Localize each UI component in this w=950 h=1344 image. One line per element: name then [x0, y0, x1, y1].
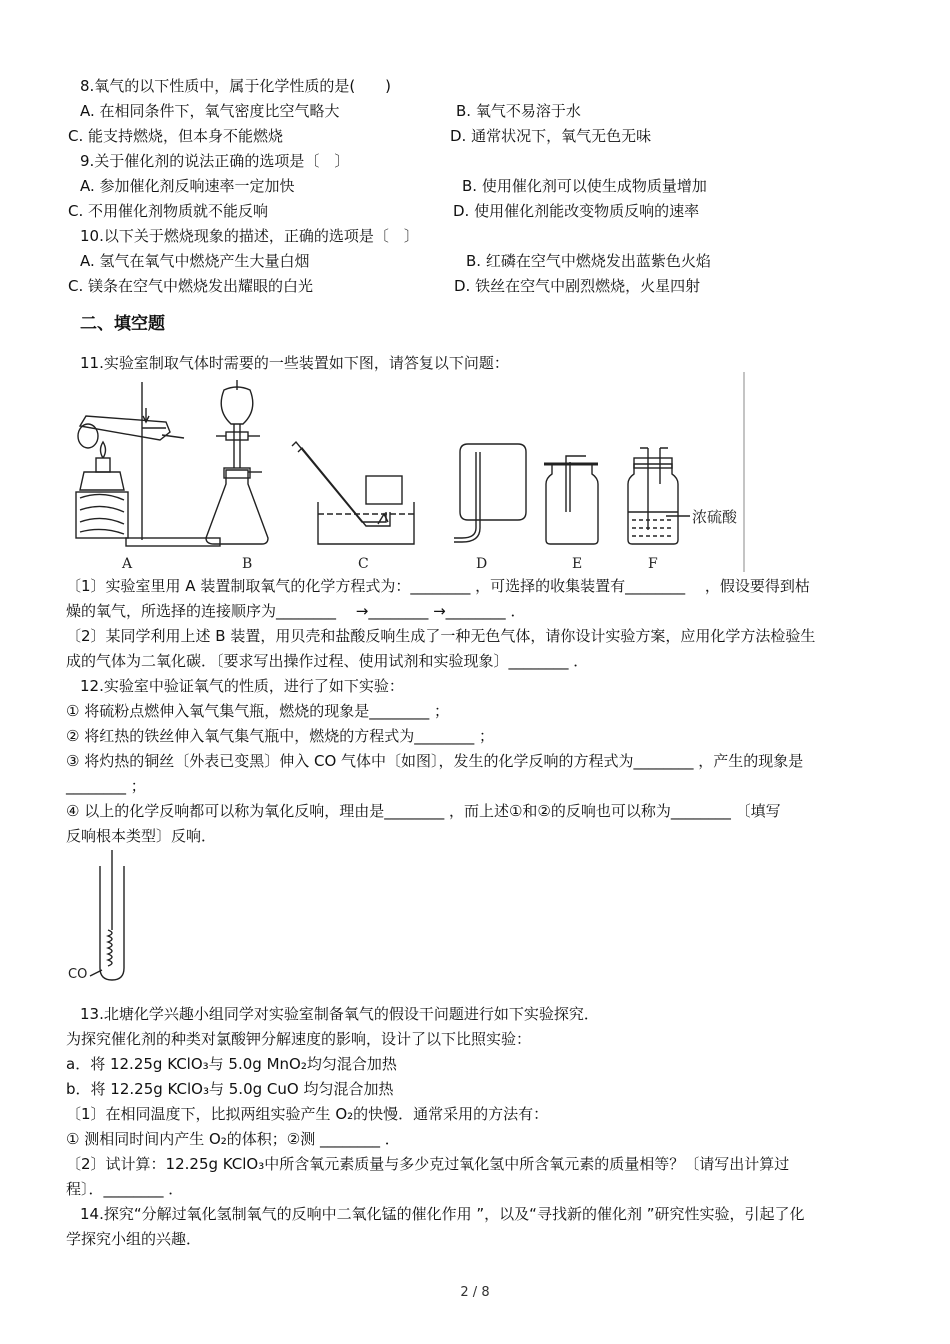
q10-option-a: A. 氢气在氧气中燃烧产生大量白烟: [80, 252, 310, 270]
figure-label-f: F: [648, 556, 658, 572]
page-number: 2 / 8: [460, 1285, 490, 1300]
q8-option-a: A. 在相同条件下，氧气密度比空气略大: [80, 102, 340, 120]
q13-part1-items: ① 测相同时间内产生 O₂的体积；②测 ________ ．: [66, 1130, 400, 1148]
q9-stem: 9.关于催化剂的说法正确的选项是〔 〕: [80, 152, 350, 170]
q9-option-d: D. 使用催化剂能改变物质反响的速率: [453, 202, 700, 220]
q10-option-c: C. 镁条在空气中燃烧发出耀眼的白光: [68, 277, 314, 295]
q10-stem: 10.以下关于燃烧现象的描述，正确的选项是〔 〕: [80, 227, 419, 245]
apparatus-f-icon: [628, 448, 690, 544]
q10-option-d: D. 铁丝在空气中剧烈燃烧，火星四射: [454, 277, 701, 295]
q8-option-d: D. 通常状况下，氧气无色无味: [450, 127, 652, 145]
q13-experiment-b: b．将 12.25g KClO₃与 5.0g CuO 均匀混合加热: [66, 1080, 394, 1098]
apparatus-c-icon: [292, 442, 414, 544]
apparatus-a-icon: [76, 382, 220, 546]
q12-item-4-line1: ④ 以上的化学反响都可以称为氧化反响，理由是________ ，而上述①和②的反响也可以称为________ 〔填写: [66, 802, 781, 820]
q11-part1-line2: 燥的氧气，所选择的连接顺序为________ →________ →________ ．: [66, 602, 526, 620]
apparatus-b-icon: [206, 380, 268, 544]
apparatus-figure: [66, 372, 750, 572]
q10-option-b: B. 红磷在空气中燃烧发出蓝紫色火焰: [466, 252, 711, 270]
q14-line2: 学探究小组的兴趣．: [66, 1230, 202, 1248]
figure-label-b: B: [242, 556, 253, 572]
figure-label-c: C: [358, 556, 369, 572]
q13-stem: 13.北塘化学兴趣小组同学对实验室制备氧气的假设干问题进行如下实验探究．: [80, 1005, 599, 1023]
co-label: CO: [68, 967, 88, 982]
section-title: 二、填空题: [80, 314, 165, 334]
figure-label-e: E: [572, 556, 583, 572]
q9-option-a: A. 参加催化剂反响速率一定加快: [80, 177, 295, 195]
q8-stem: 8.氧气的以下性质中，属于化学性质的是( ): [80, 77, 392, 95]
q12-item-1: ① 将硫粉点燃伸入氧气集气瓶，燃烧的现象是________ ；: [66, 702, 449, 720]
q13-part2-line1: 〔2〕试计算：12.25g KClO₃中所含氧元素质量与多少克过氧化氢中所含氧元素的质量相等？〔请写出计算过: [66, 1155, 790, 1173]
q11-part2-line1: 〔2〕某同学利用上述 B 装置，用贝壳和盐酸反响生成了一种无色气体，请你设计实验方案，应用化学方法检验生: [66, 627, 816, 645]
q9-option-c: C. 不用催化剂物质就不能反响: [68, 202, 269, 220]
q13-part2-line2: 程〕．________ ．: [66, 1180, 184, 1198]
q13-part1: 〔1〕在相同温度下，比拟两组实验产生 O₂的快慢．通常采用的方法有：: [66, 1105, 549, 1123]
q11-stem: 11.实验室制取气体时需要的一些装置如下图，请答复以下问题：: [80, 354, 509, 372]
q12-item-2: ② 将红热的铁丝伸入氧气集气瓶中，燃烧的方程式为________ ；: [66, 727, 494, 745]
q12-item-3-line1: ③ 将灼热的铜丝〔外表已变黑〕伸入 CO 气体中〔如图〕，发生的化学反响的方程式为________ ，产生的现象是: [66, 752, 804, 770]
apparatus-e-icon: [544, 456, 598, 544]
q13-intro: 为探究催化剂的种类对氯酸钾分解速度的影响，设计了以下比照实验：: [66, 1030, 532, 1048]
q11-part1-line1: 〔1〕实验室里用 A 装置制取氧气的化学方程式为：________ ，可选择的收集装置有________ ，假设要得到枯: [66, 577, 810, 595]
apparatus-d-icon: [454, 444, 526, 542]
figure-label-d: D: [476, 556, 488, 572]
co-tube-figure: [64, 850, 144, 986]
q8-option-c: C. 能支持燃烧，但本身不能燃烧: [68, 127, 284, 145]
test-tube-icon: [90, 850, 124, 980]
q12-item-3-line2: ________ ；: [66, 777, 146, 795]
q14-line1: 14.探究“分解过氧化氢制氧气的反响中二氧化锰的催化作用 ”，以及“寻找新的催化剂 ”研究性实验，引起了化: [80, 1205, 805, 1223]
q9-option-b: B. 使用催化剂可以使生成物质量增加: [462, 177, 707, 195]
q11-part2-line2: 成的气体为二氧化碳．〔要求写出操作过程、使用试剂和实验现象〕________ ．: [66, 652, 589, 670]
q13-experiment-a: a．将 12.25g KClO₃与 5.0g MnO₂均匀混合加热: [66, 1055, 397, 1073]
q12-stem: 12.实验室中验证氧气的性质，进行了如下实验：: [80, 677, 404, 695]
q8-option-b: B. 氧气不易溶于水: [456, 102, 581, 120]
q12-item-4-line2: 反响根本类型〕反响．: [66, 827, 217, 845]
figure-reagent-label: 浓硫酸: [692, 508, 738, 526]
figure-label-a: A: [122, 556, 133, 572]
